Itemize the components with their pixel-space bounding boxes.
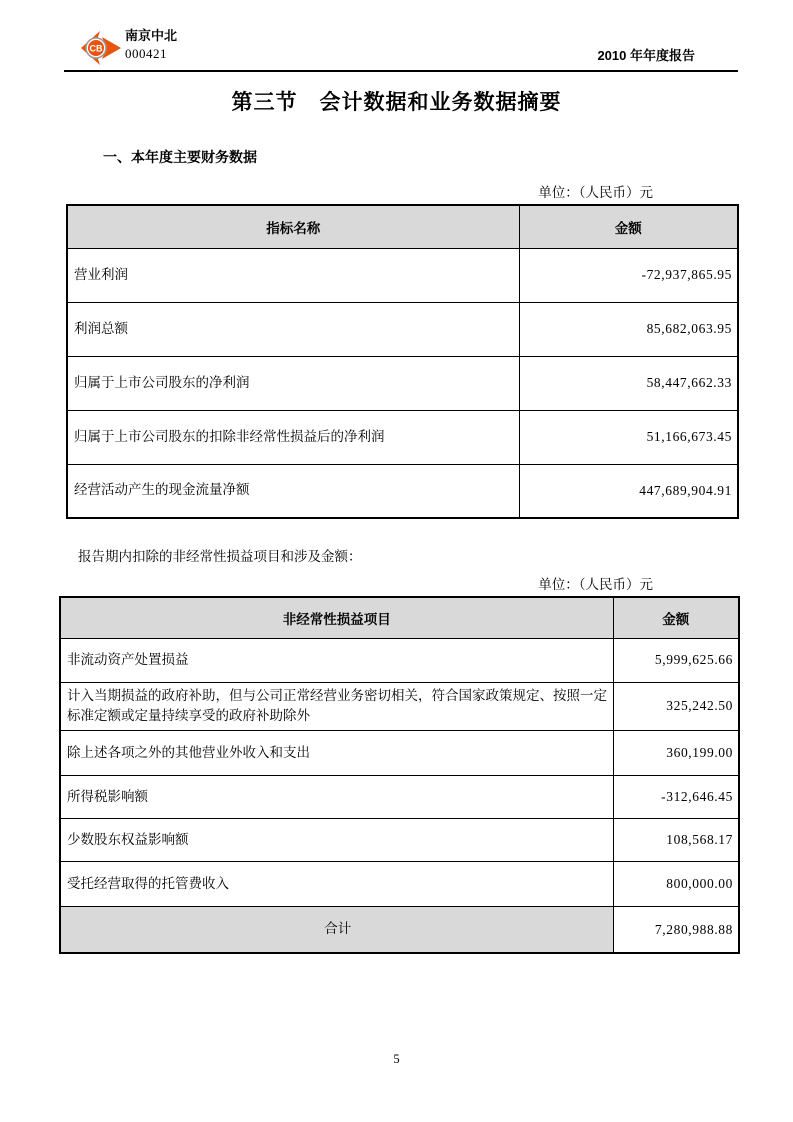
table-row — [67, 302, 738, 356]
table-row — [67, 356, 738, 410]
logo-monogram-text: CB — [89, 43, 103, 54]
company-name: 南京中北 — [125, 28, 178, 43]
item-cell: 非流动资产处置损益 — [60, 638, 613, 682]
item-cell: 少数股东权益影响额 — [60, 819, 613, 862]
unit-label-2: 单位：（人民币）元 — [538, 577, 653, 592]
table-header-row — [60, 597, 739, 638]
column-header-amount: 金额 — [519, 205, 738, 248]
total-label-cell: 合计 — [60, 907, 613, 953]
amount-cell: 325,242.50 — [613, 682, 739, 731]
page-title: 第三节 会计数据和业务数据摘要 — [231, 91, 562, 114]
table-row — [60, 731, 739, 776]
table-row — [60, 776, 739, 819]
table-row — [60, 819, 739, 862]
table-row — [67, 464, 738, 518]
table-total-row — [60, 907, 739, 953]
indicator-cell: 经营活动产生的现金流量净额 — [67, 464, 519, 518]
indicator-cell: 归属于上市公司股东的扣除非经常性损益后的净利润 — [67, 410, 519, 464]
indicator-cell: 归属于上市公司股东的净利润 — [67, 356, 519, 410]
table-row — [60, 638, 739, 682]
item-cell: 所得税影响额 — [60, 776, 613, 819]
table-row — [60, 682, 739, 731]
item-cell: 受托经营取得的托管费收入 — [60, 862, 613, 907]
section-heading: 一、本年度主要财务数据 — [103, 149, 257, 165]
amount-cell: 800,000.00 — [613, 862, 739, 907]
header-divider — [64, 70, 738, 72]
stock-code: 000421 — [125, 45, 167, 61]
non-recurring-items-table — [59, 596, 740, 954]
header-brand — [125, 27, 177, 62]
indicator-cell: 利润总额 — [67, 302, 519, 356]
table-row — [67, 410, 738, 464]
amount-cell: 360,199.00 — [613, 731, 739, 776]
amount-cell: 5,999,625.66 — [613, 638, 739, 682]
table-row — [67, 248, 738, 302]
amount-cell: 51,166,673.45 — [519, 410, 738, 464]
amount-cell: 58,447,662.33 — [519, 356, 738, 410]
column-header-amount: 金额 — [613, 597, 739, 638]
column-header-item: 非经常性损益项目 — [60, 597, 613, 638]
non-recurring-note: 报告期内扣除的非经常性损益项目和涉及金额： — [78, 549, 362, 564]
amount-cell: 447,689,904.91 — [519, 464, 738, 518]
unit-label-1: 单位：（人民币）元 — [538, 185, 653, 200]
report-title: 2010 年年度报告 — [597, 48, 695, 63]
amount-cell: -72,937,865.95 — [519, 248, 738, 302]
page-number: 5 — [393, 1052, 400, 1066]
item-cell: 计入当期损益的政府补助，但与公司正常经营业务密切相关，符合国家政策规定、按照一定标准定额或定量持续享受的政府补助除外 — [60, 682, 613, 731]
table-header-row — [67, 205, 738, 248]
amount-cell: 85,682,063.95 — [519, 302, 738, 356]
total-amount-cell: 7,280,988.88 — [613, 907, 739, 953]
indicator-cell: 营业利润 — [67, 248, 519, 302]
amount-cell: 108,568.17 — [613, 819, 739, 862]
table-row — [60, 862, 739, 907]
amount-cell: -312,646.45 — [613, 776, 739, 819]
company-logo-icon — [79, 26, 123, 70]
main-financial-data-table — [66, 204, 739, 519]
column-header-indicator: 指标名称 — [67, 205, 519, 248]
item-cell: 除上述各项之外的其他营业外收入和支出 — [60, 731, 613, 776]
